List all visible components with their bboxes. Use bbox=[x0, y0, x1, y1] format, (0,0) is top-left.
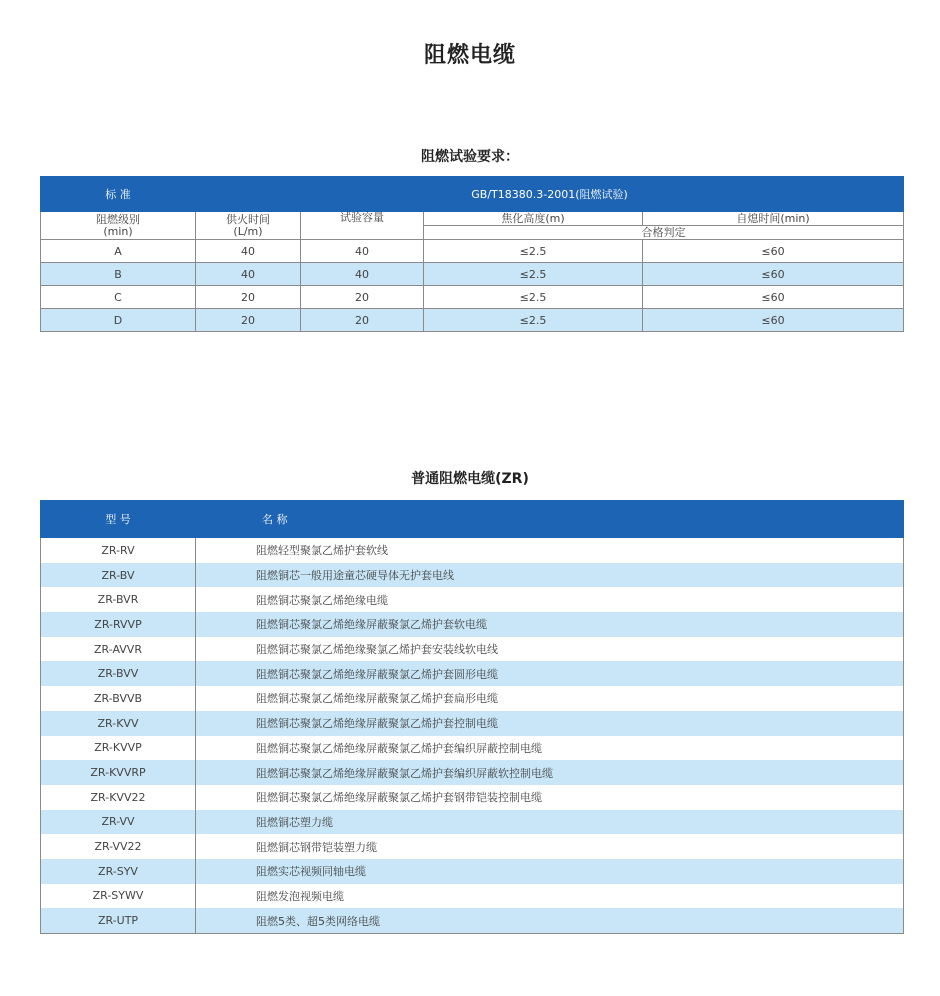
capacity-cell: 20 bbox=[301, 286, 424, 309]
self-ext-cell: ≤60 bbox=[643, 309, 904, 332]
col-pass: 合格判定 bbox=[424, 226, 904, 240]
table-row bbox=[41, 884, 904, 909]
model-cell: ZR-BV bbox=[41, 563, 196, 588]
table-row bbox=[41, 834, 904, 859]
cable-model-table bbox=[40, 500, 904, 934]
char-height-cell: ≤2.5 bbox=[424, 309, 643, 332]
name-cell: 阻燃铜芯聚氯乙烯绝缘屏蔽聚氯乙烯护套扁形电缆 bbox=[196, 686, 904, 711]
table-row bbox=[41, 711, 904, 736]
table-row bbox=[41, 859, 904, 884]
capacity-cell: 20 bbox=[301, 309, 424, 332]
col-fire-time bbox=[196, 212, 301, 240]
test-requirements-title: 阻燃试验要求： bbox=[421, 149, 519, 165]
col-model: 型 号 bbox=[41, 501, 196, 538]
name-cell: 阻燃铜芯聚氯乙烯绝缘屏蔽聚氯乙烯护套圆形电缆 bbox=[196, 661, 904, 686]
col-grade-unit: (min) bbox=[103, 224, 133, 238]
col-grade bbox=[41, 212, 196, 240]
col-fire-time-label: 供火时间 bbox=[226, 212, 270, 226]
table-row bbox=[41, 785, 904, 810]
model-cell: ZR-AVVR bbox=[41, 637, 196, 662]
table-row bbox=[41, 661, 904, 686]
name-cell: 阻燃铜芯聚氯乙烯绝缘屏蔽聚氯乙烯护套编织屏蔽软控制电缆 bbox=[196, 760, 904, 785]
grade-cell: B bbox=[41, 263, 196, 286]
col-grade-label: 阻燃级别 bbox=[96, 212, 140, 226]
capacity-cell: 40 bbox=[301, 263, 424, 286]
grade-cell: D bbox=[41, 309, 196, 332]
col-capacity: 试验容量 bbox=[301, 212, 424, 240]
name-cell: 阻燃发泡视频电缆 bbox=[196, 884, 904, 909]
page-title: 阻燃电缆 bbox=[423, 43, 516, 68]
name-cell: 阻燃实芯视频同轴电缆 bbox=[196, 859, 904, 884]
col-fire-time-unit: (L/m) bbox=[233, 224, 263, 238]
name-cell: 阻燃铜芯聚氯乙烯绝缘电缆 bbox=[196, 587, 904, 612]
col-self-extinguish: 自熄时间(min) bbox=[643, 212, 904, 226]
self-ext-cell: ≤60 bbox=[643, 286, 904, 309]
model-cell: ZR-KVV bbox=[41, 711, 196, 736]
common-cable-title: 普通阻燃电缆(ZR) bbox=[411, 471, 529, 487]
name-cell: 阻燃铜芯聚氯乙烯绝缘屏蔽聚氯乙烯护套软电缆 bbox=[196, 612, 904, 637]
name-cell: 阻燃5类、超5类网络电缆 bbox=[196, 908, 904, 933]
column-header-row bbox=[41, 212, 904, 226]
name-cell: 阻燃轻型聚氯乙烯护套软线 bbox=[196, 538, 904, 563]
table-row bbox=[41, 263, 904, 286]
name-cell: 阻燃铜芯聚氯乙烯绝缘屏蔽聚氯乙烯护套控制电缆 bbox=[196, 711, 904, 736]
fire-time-cell: 20 bbox=[196, 309, 301, 332]
table-row bbox=[41, 810, 904, 835]
table-row bbox=[41, 760, 904, 785]
char-height-cell: ≤2.5 bbox=[424, 263, 643, 286]
model-cell: ZR-KVVP bbox=[41, 736, 196, 761]
table-row bbox=[41, 908, 904, 933]
table-row bbox=[41, 538, 904, 563]
model-cell: ZR-BVV bbox=[41, 661, 196, 686]
name-cell: 阻燃铜芯聚氯乙烯绝缘屏蔽聚氯乙烯护套编织屏蔽控制电缆 bbox=[196, 736, 904, 761]
table-row bbox=[41, 309, 904, 332]
col-name: 名 称 bbox=[196, 501, 904, 538]
name-cell: 阻燃铜芯塑力缆 bbox=[196, 810, 904, 835]
model-cell: ZR-BVR bbox=[41, 587, 196, 612]
model-cell: ZR-KVVRP bbox=[41, 760, 196, 785]
name-cell: 阻燃铜芯钢带铠装塑力缆 bbox=[196, 834, 904, 859]
fire-time-cell: 40 bbox=[196, 240, 301, 263]
model-cell: ZR-KVV22 bbox=[41, 785, 196, 810]
grade-cell: C bbox=[41, 286, 196, 309]
char-height-cell: ≤2.5 bbox=[424, 240, 643, 263]
model-cell: ZR-RVVP bbox=[41, 612, 196, 637]
table-row bbox=[41, 686, 904, 711]
col-char-height: 焦化高度(m) bbox=[424, 212, 643, 226]
char-height-cell: ≤2.5 bbox=[424, 286, 643, 309]
table-row bbox=[41, 736, 904, 761]
grade-cell: A bbox=[41, 240, 196, 263]
model-cell: ZR-UTP bbox=[41, 908, 196, 933]
table-row bbox=[41, 286, 904, 309]
table-row bbox=[41, 637, 904, 662]
model-cell: ZR-SYWV bbox=[41, 884, 196, 909]
fire-test-table bbox=[40, 176, 904, 332]
self-ext-cell: ≤60 bbox=[643, 263, 904, 286]
table-row bbox=[41, 587, 904, 612]
table-row bbox=[41, 240, 904, 263]
self-ext-cell: ≤60 bbox=[643, 240, 904, 263]
model-cell: ZR-RV bbox=[41, 538, 196, 563]
table-row bbox=[41, 612, 904, 637]
model-cell: ZR-SYV bbox=[41, 859, 196, 884]
capacity-cell: 40 bbox=[301, 240, 424, 263]
standard-label: 标 准 bbox=[41, 177, 196, 212]
name-cell: 阻燃铜芯一般用途童芯硬导体无护套电线 bbox=[196, 563, 904, 588]
table-header-row bbox=[41, 177, 904, 212]
name-cell: 阻燃铜芯聚氯乙烯绝缘聚氯乙烯护套安装线软电线 bbox=[196, 637, 904, 662]
standard-value: GB/T18380.3-2001(阻燃试验) bbox=[196, 177, 904, 212]
name-cell: 阻燃铜芯聚氯乙烯绝缘屏蔽聚氯乙烯护套钢带铠装控制电缆 bbox=[196, 785, 904, 810]
table-header-row bbox=[41, 501, 904, 538]
fire-time-cell: 40 bbox=[196, 263, 301, 286]
model-cell: ZR-VV22 bbox=[41, 834, 196, 859]
table-row bbox=[41, 563, 904, 588]
fire-time-cell: 20 bbox=[196, 286, 301, 309]
model-cell: ZR-VV bbox=[41, 810, 196, 835]
model-cell: ZR-BVVB bbox=[41, 686, 196, 711]
